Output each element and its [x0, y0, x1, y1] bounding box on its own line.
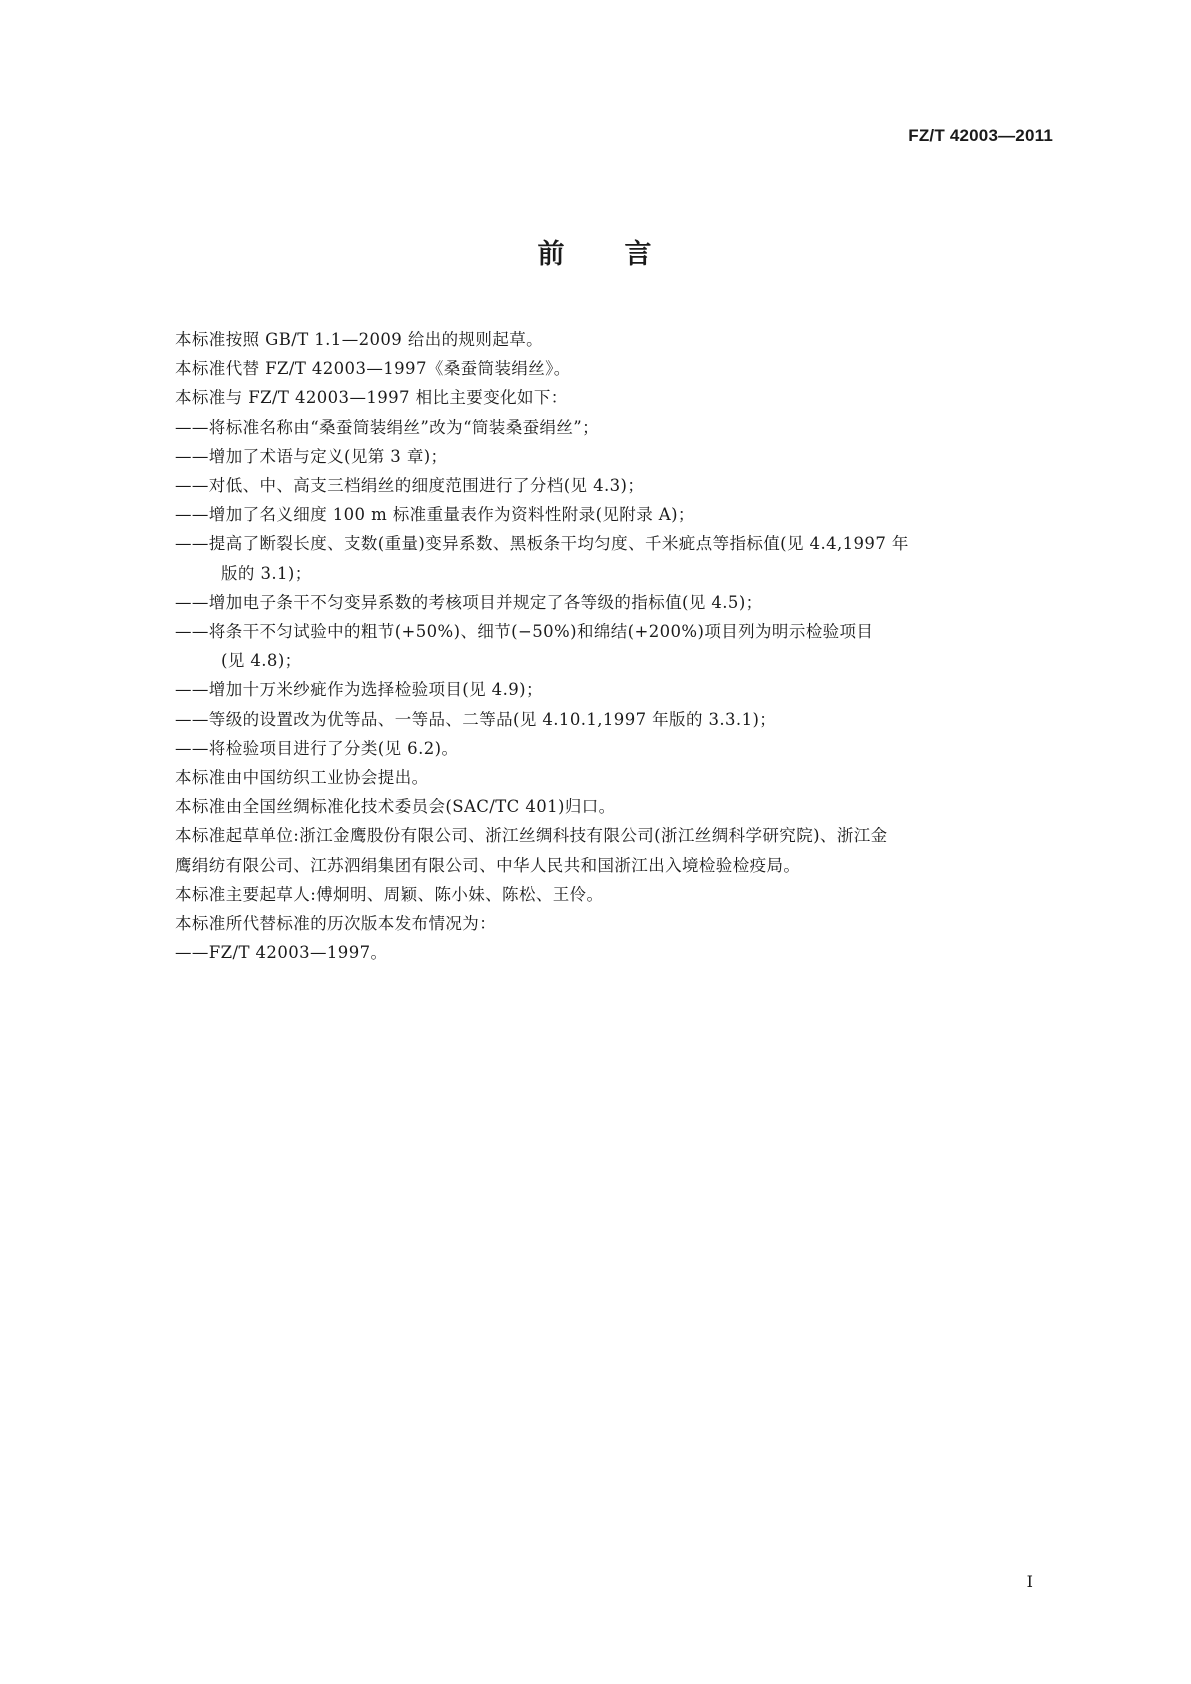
change-item-continuation: 版的 3.1)；	[221, 563, 312, 583]
change-item: ——将检验项目进行了分类(见 6.2)。	[175, 738, 459, 758]
previous-edition-item: ——FZ/T 42003—1997。	[175, 943, 388, 963]
change-item: ——增加电子条干不匀变异系数的考核项目并规定了各等级的指标值(见 4.5)；	[175, 592, 763, 612]
paragraph-drafting-units-continuation: 鹰绢纺有限公司、江苏泗绢集团有限公司、中华人民共和国浙江出入境检验检疫局。	[175, 855, 801, 875]
paragraph-replaces: 本标准代替 FZ/T 42003—1997《桑蚕筒装绢丝》。	[175, 359, 571, 379]
change-item: ——将标准名称由“桑蚕筒装绢丝”改为“筒装桑蚕绢丝”；	[175, 417, 600, 437]
preface-body	[175, 325, 1055, 967]
change-item-continuation: (见 4.8)；	[221, 651, 302, 671]
paragraph-proposed-by: 本标准由中国纺织工业协会提出。	[175, 768, 429, 788]
title-char-1: 前	[537, 239, 567, 270]
change-item: ——增加十万米纱疵作为选择检验项目(见 4.9)；	[175, 680, 543, 700]
standard-code: FZ/T 42003—2011	[908, 126, 1053, 145]
page-title	[0, 232, 1191, 271]
title-char-2: 言	[624, 239, 654, 270]
paragraph-changes-intro: 本标准与 FZ/T 42003—1997 相比主要变化如下：	[175, 388, 568, 408]
change-item: ——增加了名义细度 100 m 标准重量表作为资料性附录(见附录 A)；	[175, 505, 695, 525]
page-number: I	[1026, 1572, 1033, 1591]
paragraph-drafting-rules: 本标准按照 GB/T 1.1—2009 给出的规则起草。	[175, 330, 544, 349]
paragraph-previous-editions: 本标准所代替标准的历次版本发布情况为：	[175, 914, 497, 934]
paragraph-drafting-units: 本标准起草单位:浙江金鹰股份有限公司、浙江丝绸科技有限公司(浙江丝绸科学研究院)、浙江金	[175, 826, 888, 846]
paragraph-main-drafters: 本标准主要起草人:傅炯明、周颖、陈小妹、陈松、王伶。	[175, 884, 604, 904]
change-item: ——增加了术语与定义(见第 3 章)；	[175, 446, 448, 466]
change-item: ——将条干不匀试验中的粗节(+50%)、细节(−50%)和绵结(+200%)项目列为明示检验项目	[175, 622, 874, 642]
change-item: ——提高了断裂长度、支数(重量)变异系数、黑板条干均匀度、千米疵点等指标值(见 4.4,1997 年	[175, 534, 909, 554]
change-item: ——等级的设置改为优等品、一等品、二等品(见 4.10.1,1997 年版的 3.3.1)；	[175, 709, 777, 729]
change-item: ——对低、中、高支三档绢丝的细度范围进行了分档(见 4.3)；	[175, 476, 645, 496]
paragraph-under-jurisdiction: 本标准由全国丝绸标准化技术委员会(SAC/TC 401)归口。	[175, 797, 616, 817]
